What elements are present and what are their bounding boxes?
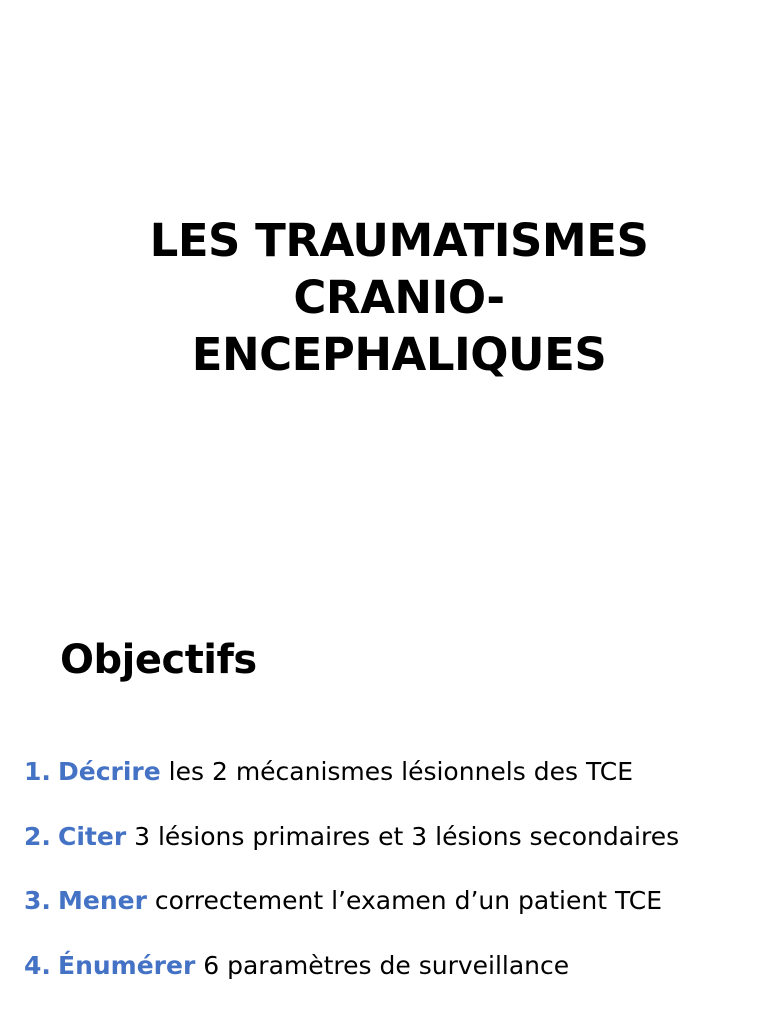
objective-number: 2.	[24, 821, 51, 851]
objective-text	[58, 815, 679, 859]
objective-item	[0, 750, 768, 815]
objective-number: 3.	[24, 886, 51, 915]
objective-description: 3 lésions primaires et 3 lésions secondaires	[126, 821, 680, 851]
objective-item	[0, 815, 768, 880]
title-line: ENCEPHALIQUES	[191, 328, 607, 381]
objective-text	[58, 750, 633, 794]
objective-number: 4.	[24, 950, 51, 980]
objective-description: 6 paramètres de surveillance	[195, 950, 570, 980]
objectives-list	[0, 750, 768, 1008]
objective-text	[58, 944, 569, 988]
page-title	[0, 212, 768, 383]
objective-verb: Mener	[58, 886, 147, 915]
objective-number: 1.	[24, 757, 51, 786]
objective-item	[0, 944, 768, 1009]
objective-description: les 2 mécanismes lésionnels des TCE	[160, 757, 633, 786]
objective-verb: Décrire	[58, 757, 161, 786]
objective-description: correctement l’examen d’un patient TCE	[146, 886, 663, 915]
objective-verb: Énumérer	[58, 950, 196, 980]
objective-verb: Citer	[58, 821, 127, 851]
objective-item	[0, 879, 768, 944]
title-line: LES TRAUMATISMES	[149, 214, 649, 267]
title-line: CRANIO-	[293, 271, 505, 324]
objectives-heading: Objectifs	[60, 637, 257, 683]
objective-text	[58, 879, 662, 923]
